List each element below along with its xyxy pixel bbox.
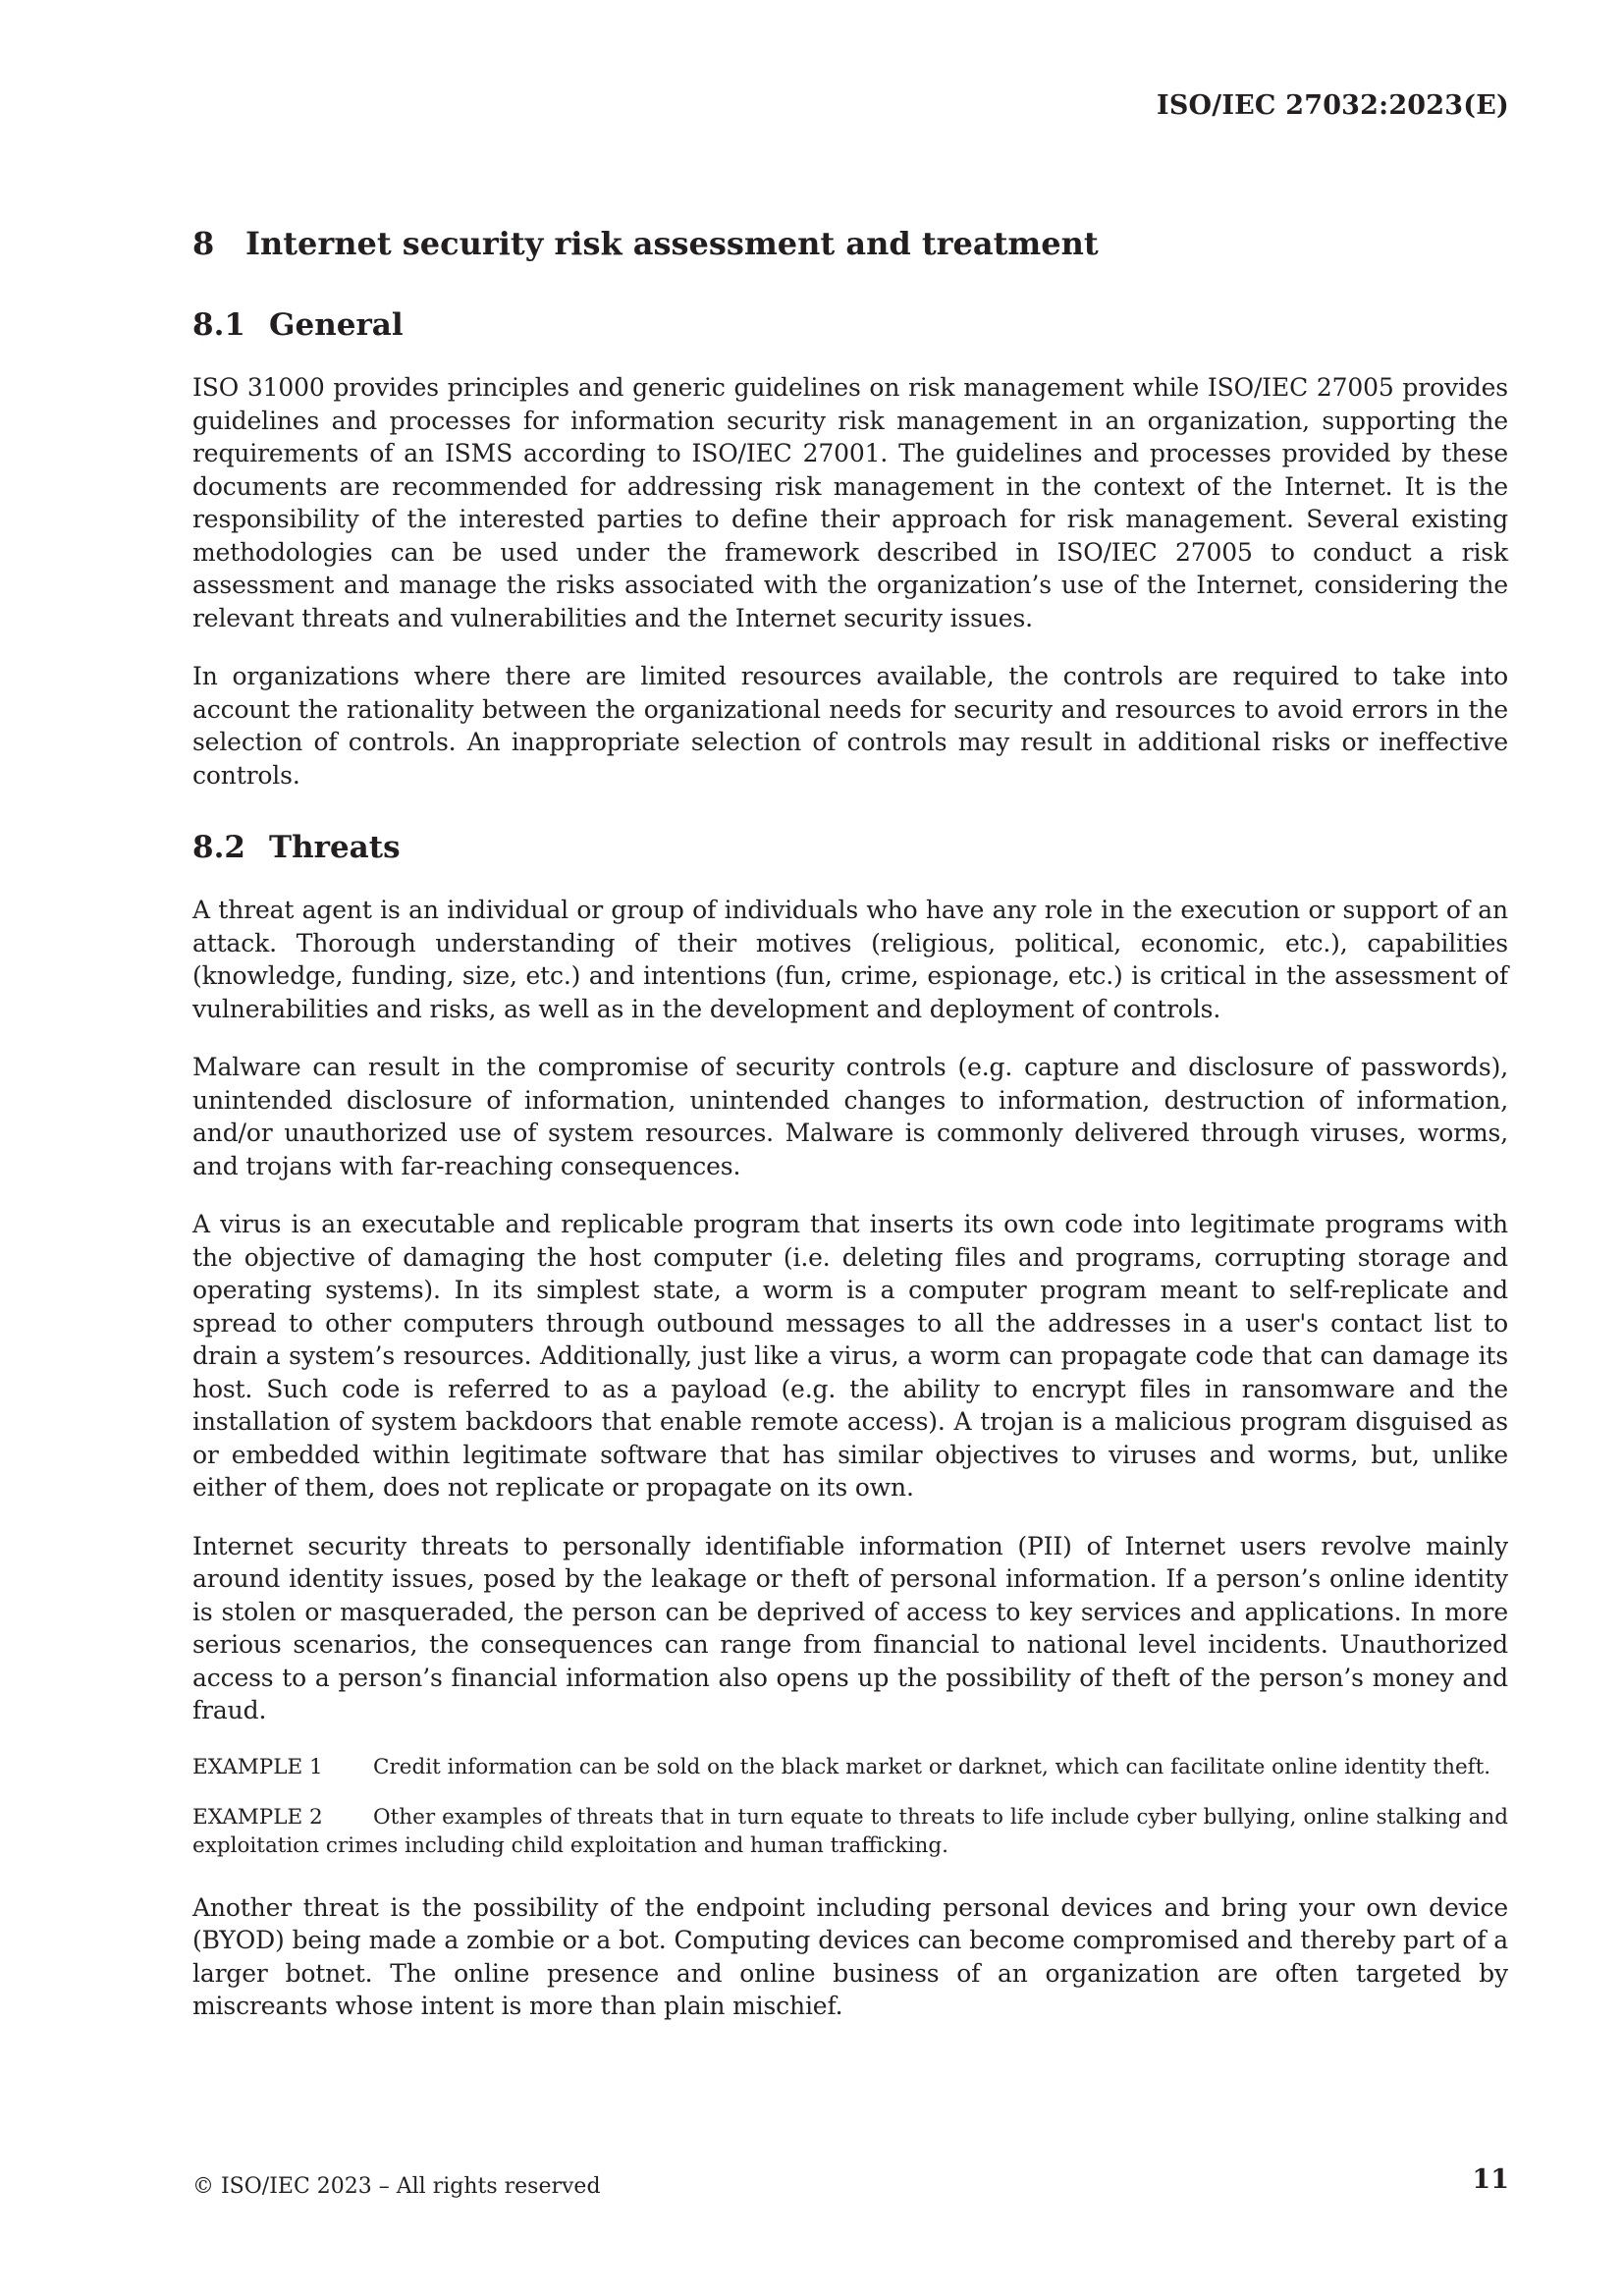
clause-title: Internet security risk assessment and treatment [245, 225, 1099, 262]
page-number: 11 [1472, 2164, 1509, 2195]
clause-8-2-heading [192, 827, 1508, 868]
example-note [192, 1753, 1508, 1781]
example-text: Credit information can be sold on the black market or darknet, which can facilitate online identity theft. [373, 1754, 1491, 1779]
clause-number: 8 [192, 225, 215, 262]
example-text: Other examples of threats that in turn equate to threats to life include cyber bullying, online stalking and exploitation crimes including child exploitation and human trafficking. [192, 1804, 1508, 1858]
page-content [192, 222, 1508, 2049]
example-label: EXAMPLE 2 [192, 1804, 323, 1830]
paragraph: Malware can result in the compromise of security controls (e.g. capture and disclosure of passwords), unintended disclosure of information, unintended changes to information, destruction of information, and/or unauthorized use of system resources. Malware is commonly delivered through viruses, worms, and trojans with far-reaching consequences. [192, 1053, 1508, 1180]
subclause-title: General [269, 307, 404, 343]
paragraph: In organizations where there are limited resources available, the controls are required to take into account the rationality between the organizational needs for security and resources to avoid errors in the selection of controls. An inappropriate selection of controls may result in additional risks or ineffective controls. [192, 662, 1508, 790]
example-label: EXAMPLE 1 [192, 1754, 323, 1779]
paragraph: Another threat is the possibility of the endpoint including personal devices and bring your own device (BYOD) being made a zombie or a bot. Computing devices can become compromised and thereby part of a larger botnet. The online presence and online business of an organization are often targeted by miscreants whose intent is more than plain mischief. [192, 1892, 1508, 2020]
example-note [192, 1803, 1508, 1860]
clause-8-1-heading [192, 304, 1508, 346]
paragraph: ISO 31000 provides principles and generic guidelines on risk management while ISO/IEC 27005 provides guidelines and processes for information security risk management in an organization, supporting the requirements of an ISMS according to ISO/IEC 27001. The guidelines and processes provided by these documents are recommended for addressing risk management in the context of the Internet. It is the responsibility of the interested parties to define their approach for risk management. Several existing methodologies can be used under the framework described in ISO/IEC 27005 to conduct a risk assessment and manage the risks associated with the organization’s use of the Internet, considering the relevant threats and vulnerabilities and the Internet security issues. [192, 373, 1508, 632]
copyright-notice: © ISO/IEC 2023 – All rights reserved [192, 2174, 601, 2199]
paragraph: Internet security threats to personally identifiable information (PII) of Internet users revolve mainly around identity issues, posed by the leakage or theft of personal information. If a person’s online identity is stolen or masqueraded, the person can be deprived of access to key services and applications. In more serious scenarios, the consequences can range from financial to national level incidents. Unauthorized access to a person’s financial information also opens up the possibility of theft of the person’s money and fraud. [192, 1531, 1508, 1724]
document-identifier: ISO/IEC 27032:2023(E) [1157, 90, 1509, 121]
subclause-number: 8.1 [192, 307, 245, 343]
subclause-number: 8.2 [192, 830, 245, 865]
clause-8-heading [192, 222, 1508, 265]
paragraph: A threat agent is an individual or group of individuals who have any role in the execution or support of an attack. Thorough understanding of their motives (religious, political, economic, etc.), capabilities (knowledge, funding, size, etc.) and intentions (fun, crime, espionage, etc.) is critical in the assessment of vulnerabilities and risks, as well as in the development and deployment of controls. [192, 896, 1508, 1023]
paragraph: A virus is an executable and replicable program that inserts its own code into legitimate programs with the objective of damaging the host computer (i.e. deleting files and programs, corrupting storage and operating systems). In its simplest state, a worm is a computer program meant to self-replicate and spread to other computers through outbound messages to all the addresses in a user's contact list to drain a system’s resources. Additionally, just like a virus, a worm can propagate code that can damage its host. Such code is referred to as a payload (e.g. the ability to encrypt files in ransomware and the installation of system backdoors that enable remote access). A trojan is a malicious program disguised as or embedded within legitimate software that has similar objectives to viruses and worms, but, unlike either of them, does not replicate or propagate on its own. [192, 1210, 1508, 1502]
subclause-title: Threats [269, 830, 401, 865]
